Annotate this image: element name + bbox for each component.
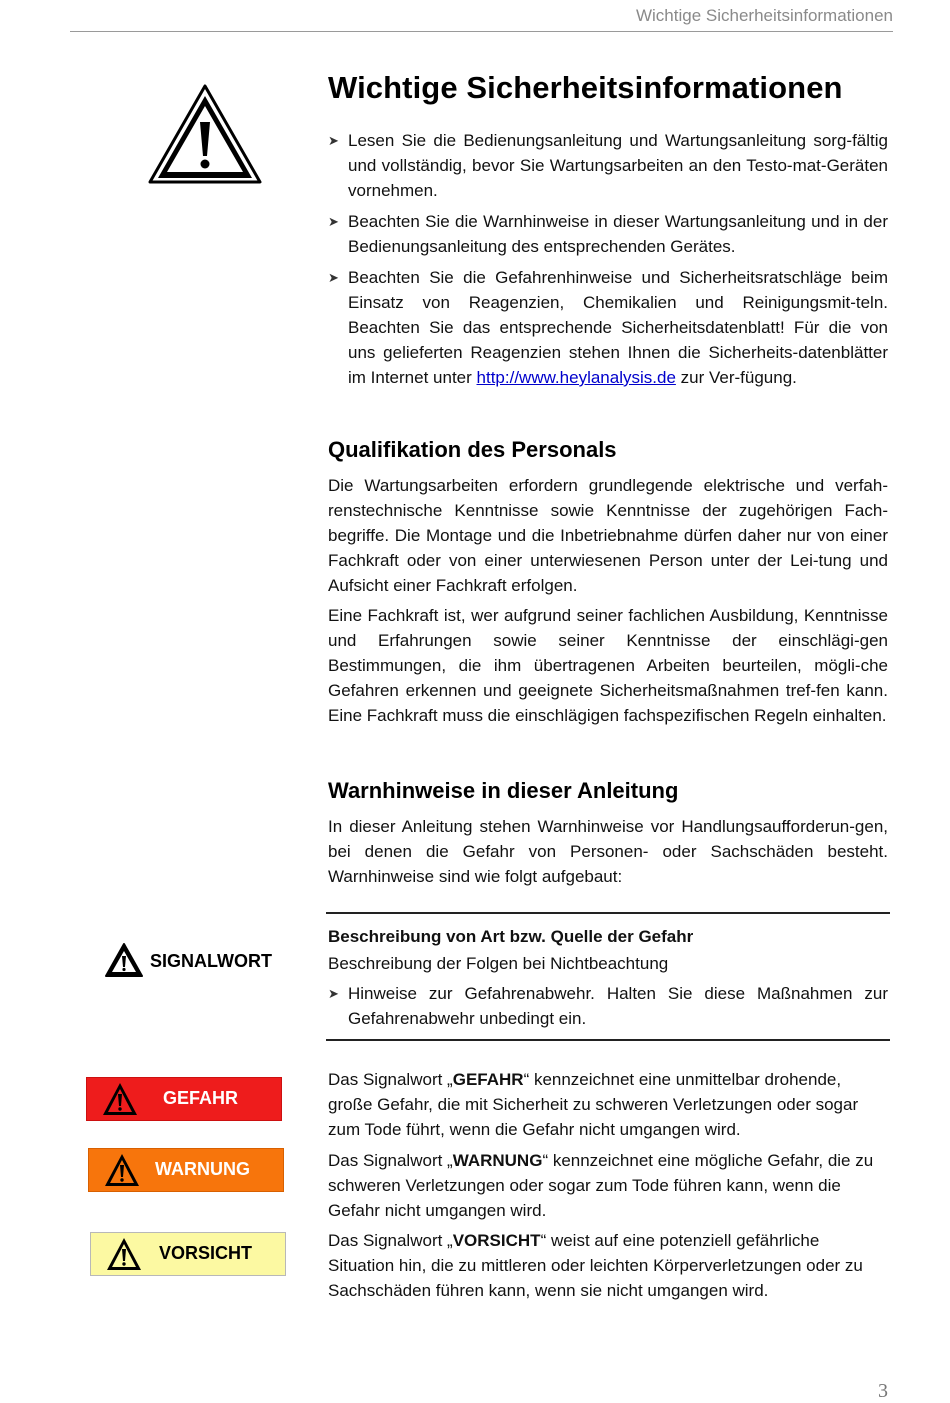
- list-item: ➤ Lesen Sie die Bedienungsanleitung und Wartungsanleitung sorg-fältig und vollständig, bevor Sie Wartungsarbeiten an den Testo-mat-Geräten vornehmen.: [328, 128, 888, 203]
- page-title: Wichtige Sicherheitsinformationen: [328, 70, 843, 105]
- signal-badge-vorsicht: [90, 1232, 286, 1276]
- list-item: ➤ Beachten Sie die Gefahrenhinweise und Sicherheitsratschläge beim Einsatz von Reagenzien, Chemikalien und Reinigungsmit-teln. Beachten Sie das entsprechende Sicherheitsdatenblatt! Für die von uns gelieferten Reagenzien stehen Ihnen die Sicherheits-datenblätter im Internet unter http://www.heylanalysis.de zur Ver-fügung.: [328, 265, 888, 390]
- example-consequence: Beschreibung der Folgen bei Nichtbeachtung: [328, 954, 669, 973]
- badge-label: VORSICHT: [159, 1243, 253, 1263]
- chevron-right-icon: ➤: [328, 133, 339, 148]
- example-heading: Beschreibung von Art bzw. Quelle der Gefahr: [328, 927, 694, 946]
- chevron-right-icon: ➤: [328, 986, 339, 1001]
- warnings-section: [328, 778, 888, 889]
- badge-label: WARNUNG: [155, 1159, 250, 1179]
- intro-bullet-list: [328, 128, 888, 396]
- qualification-section: [328, 437, 888, 728]
- signal-word-label: SIGNALWORT: [150, 951, 272, 971]
- warning-triangle-icon: [104, 942, 144, 978]
- signal-badge-gefahr: [86, 1077, 282, 1121]
- list-item: ➤ Hinweise zur Gefahrenabwehr. Halten Sie diese Maßnahmen zur Gefahrenabwehr unbedingt ein.: [328, 981, 888, 1031]
- warning-triangle-icon: [103, 1152, 141, 1188]
- warning-triangle-icon: [105, 1236, 143, 1272]
- signal-badge-warnung: [88, 1148, 284, 1192]
- section-heading: Qualifikation des Personals: [328, 437, 617, 462]
- divider: [326, 912, 890, 914]
- signal-description-warnung: Das Signalwort „WARNUNG“ kennzeichnet eine mögliche Gefahr, die zu schweren Verletzungen oder sogar zum Tode führen kann, wenn die Gefahr nicht umgangen wird.: [328, 1151, 874, 1220]
- badge-label: GEFAHR: [163, 1088, 239, 1108]
- warning-triangle-icon: [146, 82, 264, 186]
- signal-description-vorsicht: Das Signalwort „VORSICHT“ weist auf eine potenziell gefährliche Situation hin, die zu mittleren oder leichten Körperverletzungen oder zu Sachschäden führen kann, wenn sie nicht umgangen wird.: [328, 1231, 863, 1300]
- paragraph: Eine Fachkraft ist, wer aufgrund seiner fachlichen Ausbildung, Kenntnisse und Erfahrungen sowie seiner Kenntnisse der einschlägi-gen Bestimmungen, die ihm übertragenen Arbeiten beurteilen, mögli-che Gefahren erkennen und geeignete Sicherheitsmaßnahmen tref-fen kann. Eine Fachkraft muss die einschlägigen fachspezifischen Regeln einhalten.: [328, 606, 888, 725]
- list-item: ➤ Beachten Sie die Warnhinweise in dieser Wartungsanleitung und in der Bedienungsanleitung des entsprechenden Gerätes.: [328, 209, 888, 259]
- heylanalysis-link[interactable]: http://www.heylanalysis.de: [476, 368, 676, 387]
- warning-example: [328, 924, 888, 1037]
- page-number: 3: [878, 1380, 888, 1402]
- paragraph: Die Wartungsarbeiten erfordern grundlegende elektrische und verfah-renstechnische Kenntnisse sowie Kenntnisse der zugehörigen Fach-begriffe. Die Montage und die Inbetriebnahme dürfen daher nur von einer Fachkraft oder von einer unterwiesenen Person unter der Lei-tung und Aufsicht einer Fachkraft erfolgen.: [328, 476, 888, 595]
- paragraph: In dieser Anleitung stehen Warnhinweise vor Handlungsaufforderun-gen, bei denen die Gefahr von Personen- oder Sachschäden besteht. Warnhinweise sind wie folgt aufgebaut:: [328, 817, 888, 886]
- divider: [326, 1039, 890, 1041]
- running-header: Wichtige Sicherheitsinformationen: [70, 6, 893, 32]
- chevron-right-icon: ➤: [328, 270, 339, 285]
- section-heading: Warnhinweise in dieser Anleitung: [328, 778, 679, 803]
- warning-triangle-icon: [101, 1081, 139, 1117]
- chevron-right-icon: ➤: [328, 214, 339, 229]
- signal-description-gefahr: Das Signalwort „GEFAHR“ kennzeichnet eine unmittelbar drohende, große Gefahr, die mit Sicherheit zu schweren Verletzungen oder sogar zum Tode führt, wenn die Gefahr nicht umgangen wird.: [328, 1070, 859, 1139]
